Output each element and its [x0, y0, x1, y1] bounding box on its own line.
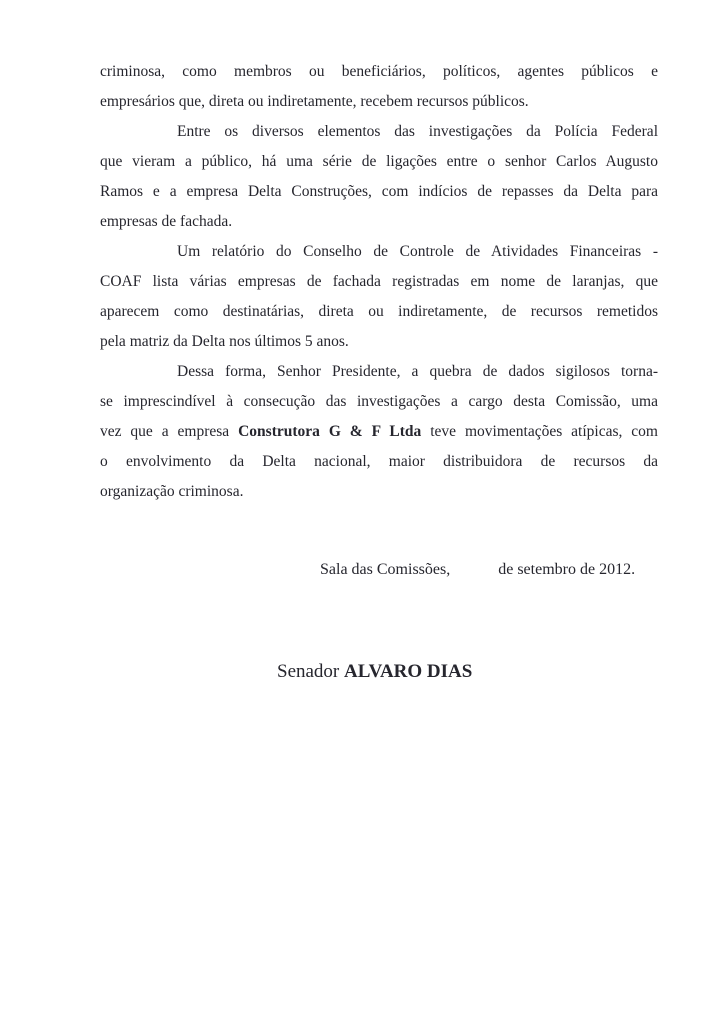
text-line: [100, 267, 658, 297]
text-segment: COAF lista várias empresas de fachada registradas em nome de laranjas, que: [100, 273, 658, 290]
text-segment: vez que a empresa: [100, 423, 239, 440]
text-segment: Um relatório do Conselho de Controle de Atividades Financeiras -: [177, 243, 658, 260]
text-line: [100, 297, 658, 327]
text-line: [100, 117, 658, 147]
text-line: [100, 387, 658, 417]
text-segment: empresas de fachada.: [100, 213, 233, 230]
text-line: [100, 357, 658, 387]
text-segment: Entre os diversos elementos das investigações da Polícia Federal: [177, 123, 658, 140]
signature-prefix: Senador: [277, 661, 345, 682]
text-segment: Ramos e a empresa Delta Construções, com indícios de repasses da Delta para: [100, 183, 658, 200]
text-segment: pela matriz da Delta nos últimos 5 anos.: [100, 333, 349, 350]
text-segment-bold: Construtora G & F Ltda: [238, 423, 422, 440]
closing-date: de setembro de 2012.: [498, 561, 636, 578]
signature-name: ALVARO DIAS: [344, 661, 473, 682]
text-line: [100, 237, 658, 267]
text-segment: o envolvimento da Delta nacional, maior distribuidora de recursos da: [100, 453, 658, 470]
text-segment: organização criminosa.: [100, 483, 244, 500]
text-line: [100, 477, 658, 507]
text-line: [100, 207, 658, 237]
text-segment: teve movimentações atípicas, com: [421, 423, 658, 440]
text-segment: empresários que, direta ou indiretamente, recebem recursos públicos.: [100, 93, 529, 110]
text-segment: aparecem como destinatárias, direta ou indiretamente, de recursos remetidos: [100, 303, 658, 320]
text-segment: se imprescindível à consecução das investigações a cargo desta Comissão, uma: [100, 393, 658, 410]
text-segment: que vieram a público, há uma série de ligações entre o senhor Carlos Augusto: [100, 153, 658, 170]
text-line: [100, 57, 658, 87]
document-body: [100, 57, 658, 507]
text-line: [100, 177, 658, 207]
text-line: [100, 87, 658, 117]
text-line: [100, 417, 658, 447]
text-line: [100, 447, 658, 477]
text-segment: Dessa forma, Senhor Presidente, a quebra de dados sigilosos torna-: [177, 363, 658, 380]
text-segment: criminosa, como membros ou beneficiários, políticos, agentes públicos e: [100, 63, 658, 80]
signature-line: [277, 657, 472, 687]
text-line: [100, 327, 658, 357]
closing-place: Sala das Comissões,: [320, 561, 451, 578]
closing-line: [320, 555, 635, 585]
text-line: [100, 147, 658, 177]
